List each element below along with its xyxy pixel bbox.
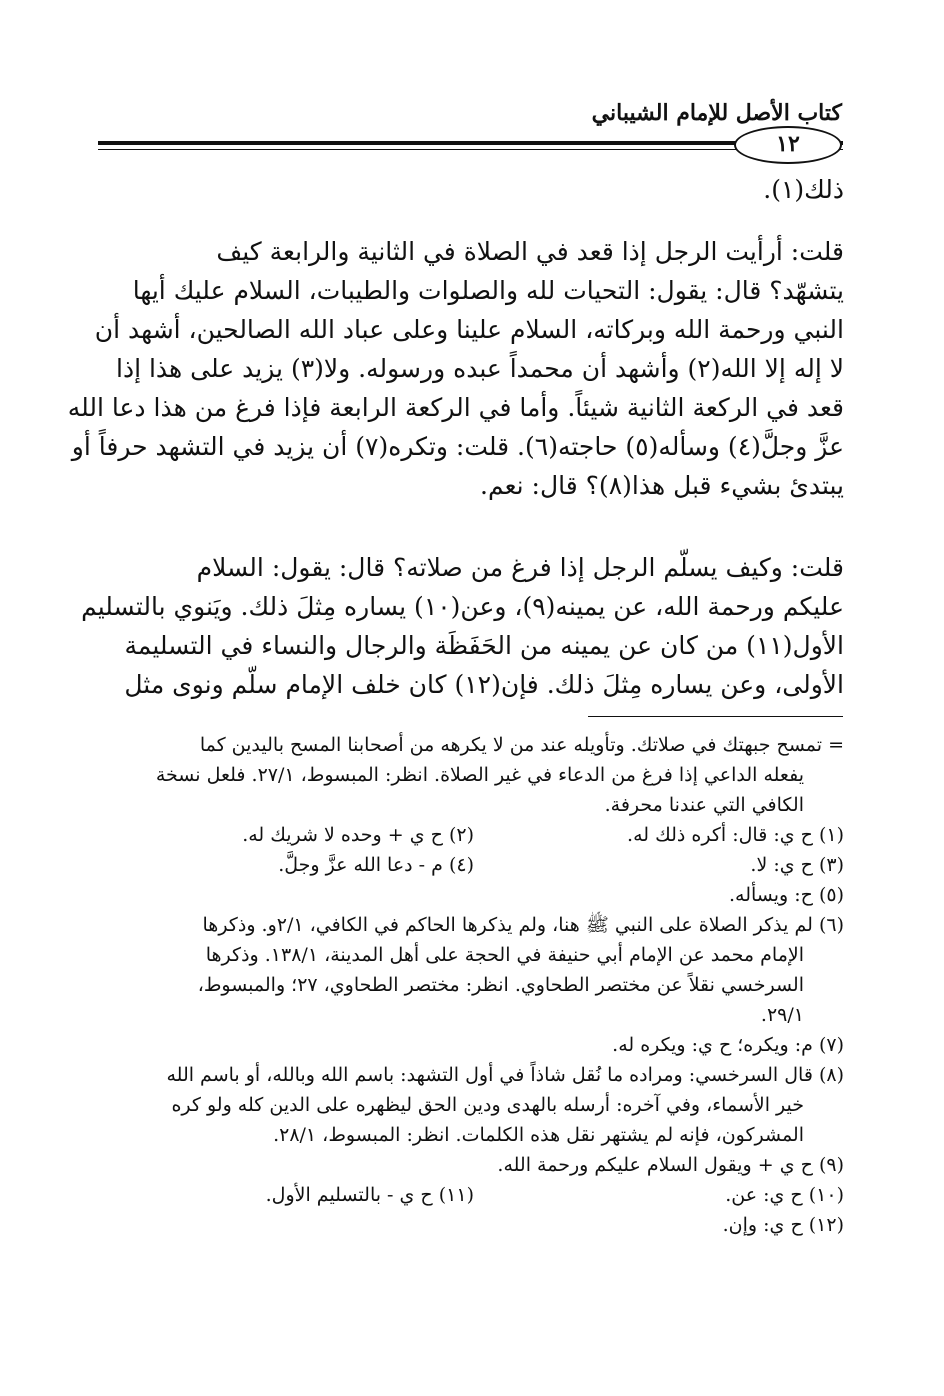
header-rule-thick xyxy=(98,141,843,145)
paragraph-1 xyxy=(102,170,844,209)
footnote-separator xyxy=(588,716,843,717)
footnote-line: السرخسي نقلاً عن مختصر الطحاوي. انظر: مختصر الطحاوي، ٢٧؛ والمبسوط، xyxy=(197,974,804,996)
footnote-pair xyxy=(102,1180,844,1210)
text-line: عليكم ورحمة الله، عن يمينه(٩)، وعن(١٠) يساره مِثلَ ذلك. ويَنوي بالتسليم xyxy=(81,592,844,621)
text-line: يتشهّد؟ قال: يقول: التحيات لله والصلوات والطيبات، السلام عليك أيها xyxy=(132,276,844,305)
footnote-1: (١) ح ي: قال: أكره ذلك له. xyxy=(627,824,844,846)
text-line: ذلك(١). xyxy=(763,175,844,204)
footnote-line: الإمام محمد عن الإمام أبي حنيفة في الحجة على أهل المدينة، ١٣٨/١. وذكرها xyxy=(205,944,804,966)
footnote-pair xyxy=(102,820,844,850)
text-line: عزَّ وجلَّ(٤) وسأله(٥) حاجته(٦). قلت: وتكره(٧) أن يزيد في التشهد حرفاً أو xyxy=(71,432,844,461)
paragraph-2 xyxy=(67,232,844,505)
paragraph-3 xyxy=(81,548,844,704)
footnote-9: (٩) ح ي + ويقول السلام عليكم ورحمة الله. xyxy=(497,1154,844,1176)
footnote-3: (٣) ح ي: لا. xyxy=(750,854,844,876)
footnotes xyxy=(102,730,844,1240)
text-line: قلت: وكيف يسلّم الرجل إذا فرغ من صلاته؟ قال: يقول: السلام xyxy=(196,553,844,582)
footnote-7: (٧) م: ويكره؛ ح ي: ويكره له. xyxy=(612,1034,844,1056)
text-line: قعد في الركعة الثانية شيئاً. وأما في الركعة الرابعة فإذا فرغ من هذا دعا الله xyxy=(67,393,844,422)
text-line: لا إله إلا الله(٢) وأشهد أن محمداً عبده ورسوله. ولا(٣) يزيد على هذا إذا xyxy=(116,354,844,383)
footnote-8: (٨) قال السرخسي: ومراده ما نُقل شاذاً في أول التشهد: باسم الله وبالله، أو باسم الله xyxy=(166,1064,844,1086)
footnote-11: (١١) ح ي - بالتسليم الأول. xyxy=(265,1184,474,1206)
text-line: قلت: أرأيت الرجل إذا قعد في الصلاة في الثانية والرابعة كيف xyxy=(216,237,844,266)
header-rule-thin xyxy=(98,149,843,150)
footnote-6: (٦) لم يذكر الصلاة على النبي ﷺ هنا، ولم يذكرها الحاكم في الكافي، ٢/١و. وذكرها xyxy=(202,914,844,936)
footnote-line: يفعله الداعي إذا فرغ من الدعاء في غير الصلاة. انظر: المبسوط، ٢٧/١. فلعل نسخة xyxy=(155,764,804,786)
footnote-line: الكافي التي عندنا محرفة. xyxy=(604,794,804,816)
footnote-10: (١٠) ح ي: عن. xyxy=(725,1184,844,1206)
footnote-line: ٢٩/١. xyxy=(760,1004,804,1026)
text-line: الأول(١١) من كان عن يمينه من الحَفَظَة والرجال والنساء في التسليمة xyxy=(124,631,844,660)
page-number-badge: ١٢ xyxy=(734,126,842,164)
text-line: يبتدئ بشيء قبل هذا(٨)؟ قال: نعم. xyxy=(480,471,844,500)
footnote-2: (٢) ح ي + وحده لا شريك له. xyxy=(242,824,474,846)
footnote-line: المشركون، فإنه لم يشتهر نقل هذه الكلمات. انظر: المبسوط، ٢٨/١. xyxy=(273,1124,804,1146)
footnote-4: (٤) م - دعا الله عزَّ وجلَّ. xyxy=(278,854,474,876)
footnote-line: خير الأسماء، وفي آخره: أرسله بالهدى ودين الحق ليظهره على الدين كله ولو كره xyxy=(171,1094,804,1116)
footnote-12: (١٢) ح ي: وإن. xyxy=(722,1214,844,1236)
text-line: الأولى، وعن يساره مِثلَ ذلك. فإن(١٢) كان خلف الإمام سلّم ونوى مثل xyxy=(124,670,844,699)
running-header-title: كتاب الأصل للإمام الشيباني xyxy=(591,100,842,126)
footnote-line: = تمسح جبهتك في صلاتك. وتأويله عند من لا يكرهه من أصحابنا المسح باليدين كما xyxy=(199,734,844,756)
footnote-5: (٥) ح: ويسأله. xyxy=(728,884,844,906)
footnote-pair xyxy=(102,850,844,880)
text-line: النبي ورحمة الله وبركاته، السلام علينا وعلى عباد الله الصالحين، أشهد أن xyxy=(94,315,844,344)
